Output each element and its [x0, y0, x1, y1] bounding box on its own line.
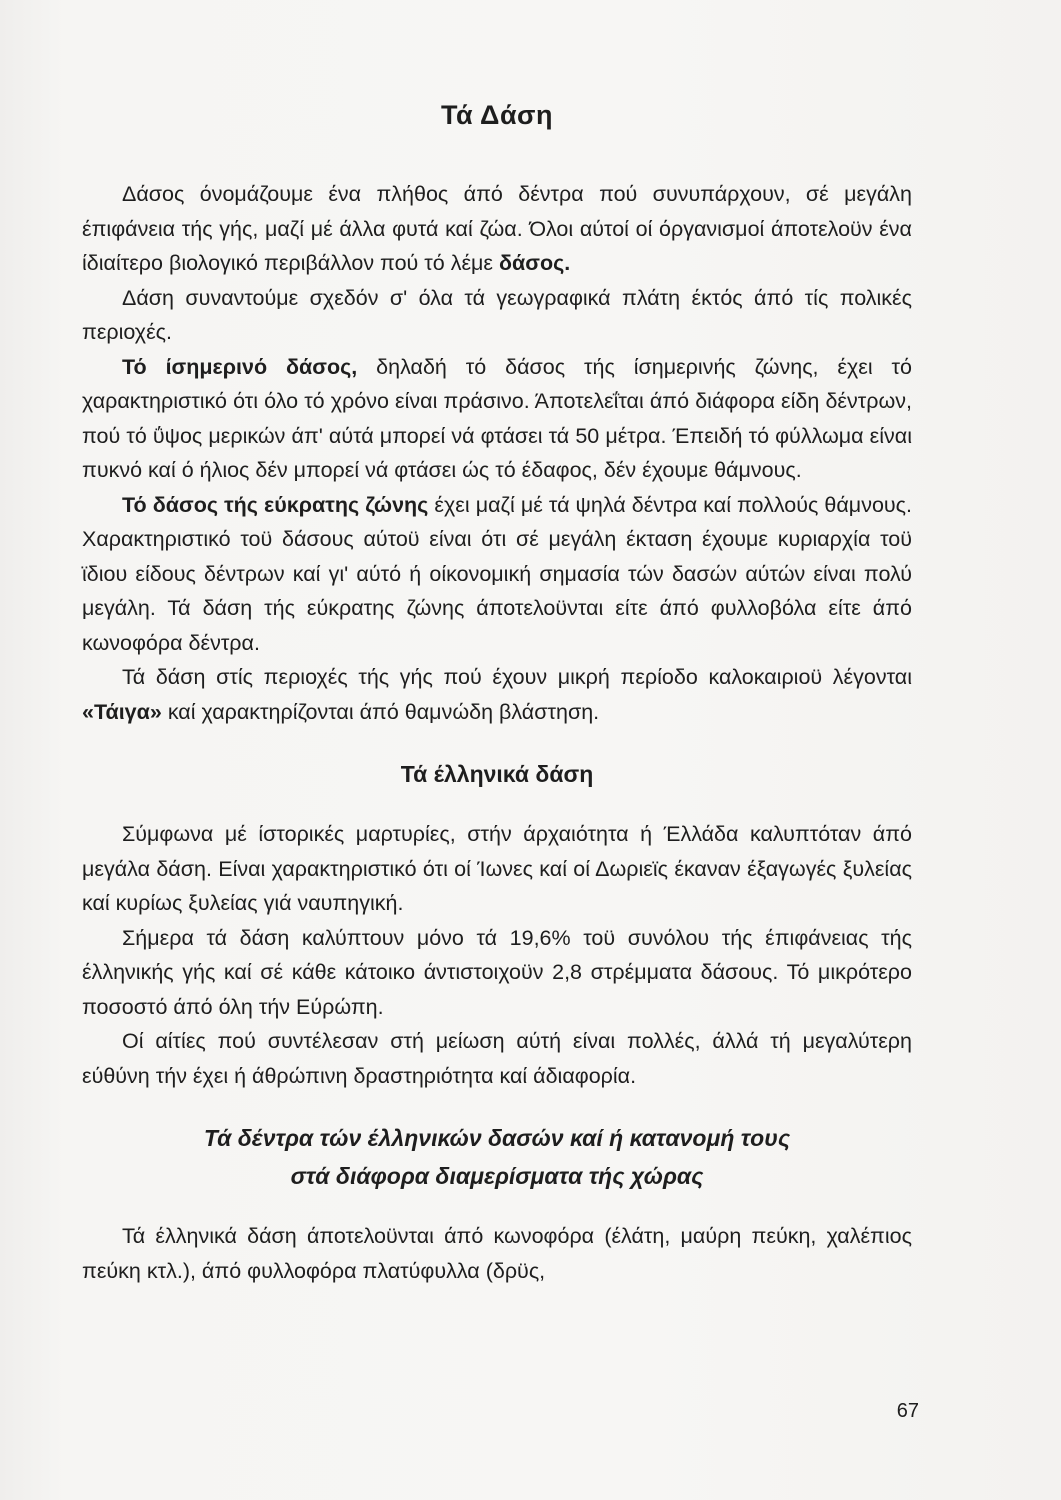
page-title: Τά Δάση: [440, 100, 554, 130]
text: Δάσος όνομάζουμε ένα πλήθος άπό δέντρα πού συνυπάρχουν, σέ μεγάλη έπιφάνεια τής γής, μαζί μέ άλλα φυτά καί ζώα. Όλοι αύτοί οί όργανισμοί άποτελοϋν ένα ίδιαίτερο βιολογικό περιβάλλον πού τό λέμε: [82, 182, 912, 275]
text: καί χαρακτηρίζονται άπό θαμνώδη βλάστηση.: [167, 699, 600, 724]
section-heading-trees: [82, 1119, 912, 1195]
bold-term-forest: δάσος.: [499, 251, 571, 275]
paragraph-forest-latitudes: Δάση συναντούμε σχεδόν σ' όλα τά γεωγραφικά πλάτη έκτός άπό τίς πολικές περιοχές.: [82, 285, 912, 344]
text: Τά δάση στίς περιοχές τής γής πού έχουν μικρή περίοδο καλοκαιριοϋ λέγονται: [122, 665, 912, 689]
heading-line-1: Τά δέντρα τών έλληνικών δασών καί ή κατανομή τους: [203, 1125, 791, 1151]
heading-line-2: στά διάφορα διαμερίσματα τής χώρας: [290, 1163, 704, 1189]
text: δηλαδή τό δάσος τής ίσημερινής ζώνης, έχει τό χαρακτηριστικό ότι όλο τό χρόνο είναι πράσινο. Άποτελεΐται άπό διάφορα είδη δέντρων, πού τό ΰψος μερικών άπ' αύτά μπορεί νά φτάσει τά 50 μέτρα. Έπειδή τό φύλλωμα είναι πυκνό καί ό ήλιος δέν μπορεί νά φτάσει ώς τό έδαφος, δέν έχουμε θάμνους.: [82, 354, 913, 482]
bold-term-taiga: «Τάιγα»: [82, 699, 162, 724]
bold-term-equatorial: Τό ίσημερινό δάσος,: [122, 354, 358, 379]
paragraph-causes: Οί αίτίες πού συντέλεσαν στή μείωση αύτή είναι πολλές, άλλά τή μεγαλύτερη εύθύνη τήν έχει ή άθρώπινη δραστηριότητα καί άδιαφορία.: [82, 1029, 912, 1088]
paragraph-tree-types: Τά έλληνικά δάση άποτελοϋνται άπό κωνοφόρα (έλάτη, μαύρη πεύκη, χαλέπιος πεύκη κτλ.), άπό φυλλοφόρα πλατύφυλλα (δρϋς,: [82, 1224, 912, 1283]
page-content: [82, 100, 912, 1288]
paragraph-coverage: Σήμερα τά δάση καλύπτουν μόνο τά 19,6% τοϋ συνόλου τής έπιφάνειας τής έλληνικής γής καί σέ κάθε κάτοικο άντιστοιχοϋν 2,8 στρέμματα δάσους. Τό μικρότερο ποσοστό άπό όλη τήν Εύρώπη.: [82, 925, 912, 1019]
bold-term-temperate: Τό δάσος τής εύκρατης ζώνης: [122, 492, 429, 517]
page-number: 67: [896, 1400, 919, 1422]
section-heading-greek-forests: Τά έλληνικά δάση: [400, 761, 594, 787]
paragraph-forest-definition: [82, 177, 912, 281]
paragraph-taiga: [82, 660, 912, 729]
paragraph-history: Σύμφωνα μέ ίστορικές μαρτυρίες, στήν άρχαιότητα ή Έλλάδα καλυπτόταν άπό μεγάλα δάση. Είναι χαρακτηριστικό ότι οί Ίωνες καί οί Δωριεϊς έκαναν έξαγωγές ξυλείας καί κυρίως ξυλείας γιά ναυπηγική.: [82, 822, 912, 915]
paragraph-temperate-forest: [82, 488, 912, 661]
text: έχει μαζί μέ τά ψηλά δέντρα καί πολλούς θάμνους. Χαρακτηριστικό τοϋ δάσους αύτοϋ είναι ότι σέ μεγάλη έκταση έχουμε κυριαρχία τοϋ ϊδιου είδους δέντρων καί γι' αύτό ή οίκονομική σημασία τών δασών αύτών είναι πολύ μεγάλη. Τά δάση τής εύκρατης ζώνης άποτελοϋνται είτε άπό φυλλοβόλα είτε άπό κωνοφόρα δέντρα.: [82, 492, 912, 655]
paragraph-equatorial-forest: [82, 350, 912, 488]
